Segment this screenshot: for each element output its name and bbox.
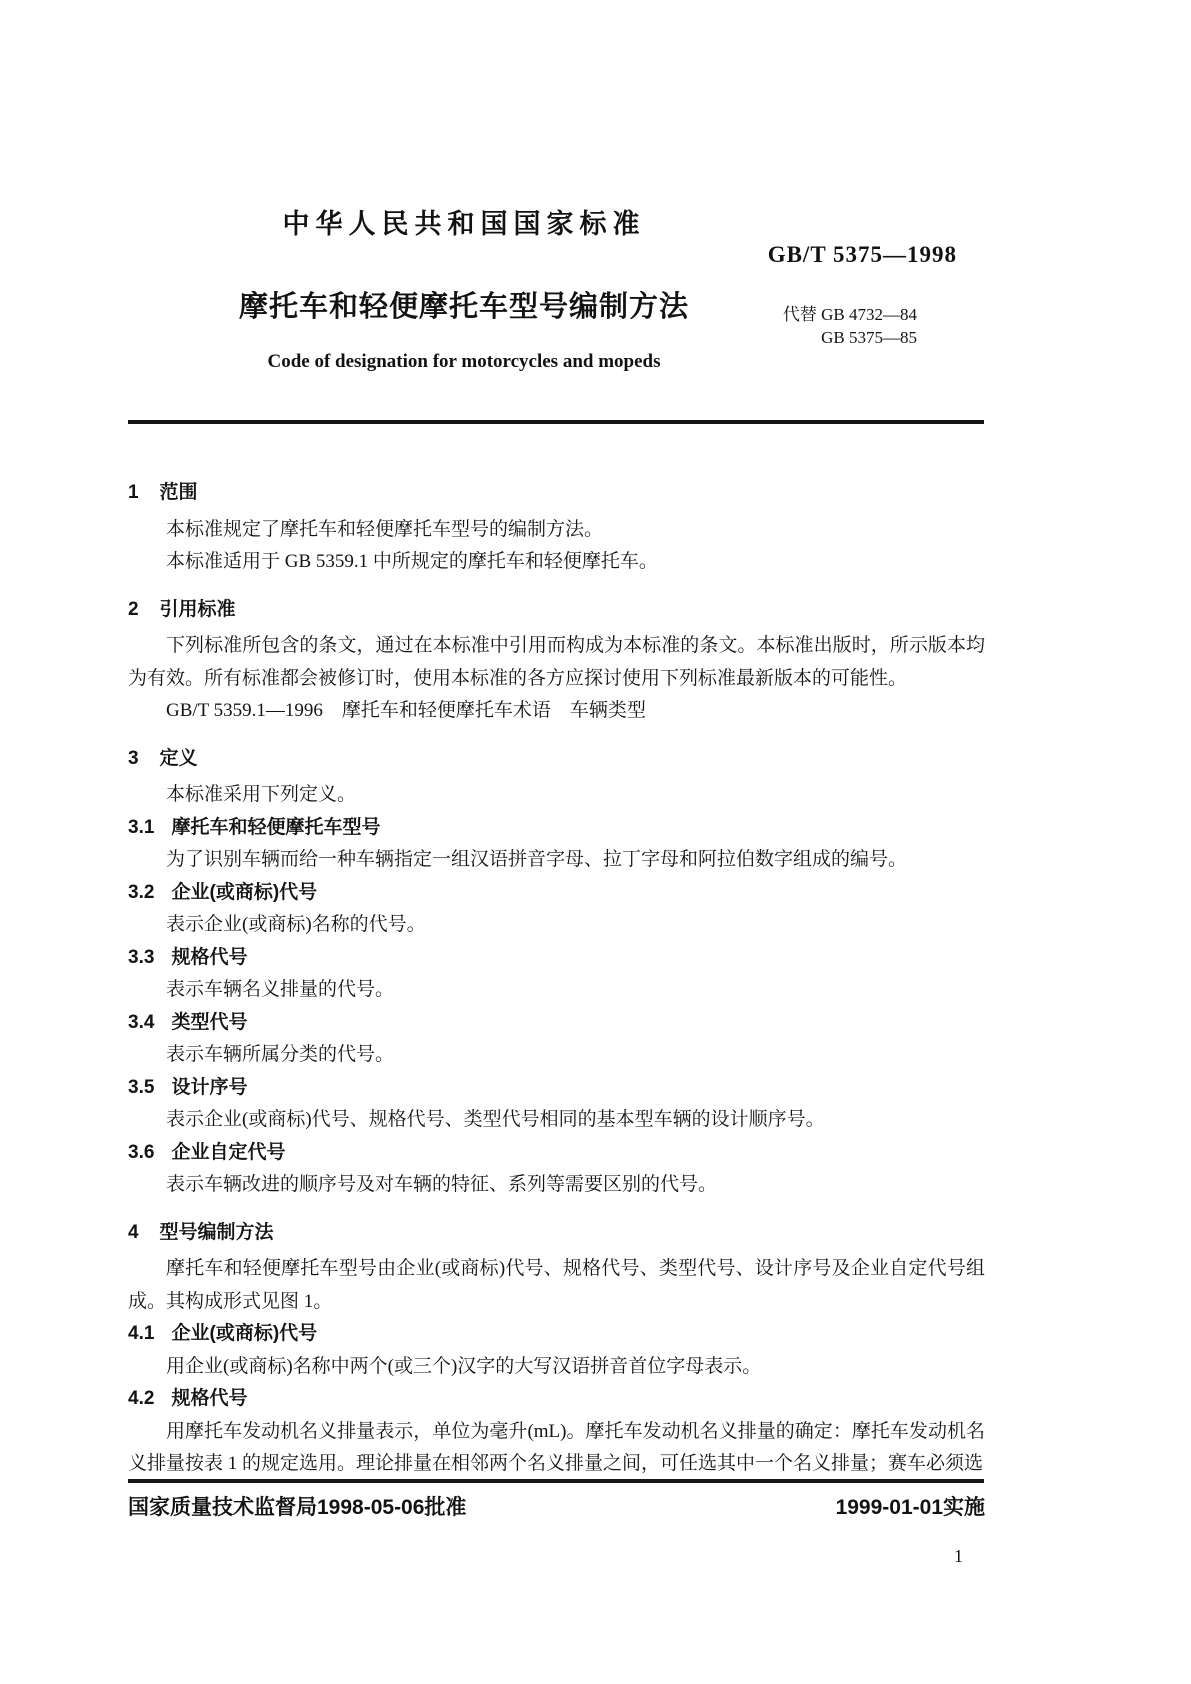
paragraph: 表示车辆所属分类的代号。 (166, 1044, 395, 1065)
section-number: 3.6 (128, 1141, 155, 1163)
section-heading (128, 1217, 985, 1250)
section-title: 定义 (159, 747, 198, 769)
section-title: 规格代号 (171, 1388, 248, 1409)
footer-rule (128, 1479, 984, 1483)
section-heading (128, 594, 985, 627)
approval-text: 国家质量技术监督局1998-05-06批准 (128, 1496, 467, 1519)
page-number: 1 (954, 1546, 963, 1566)
section-number: 3.3 (128, 946, 155, 968)
section-number: 3.5 (128, 1076, 155, 1098)
section-title: 类型代号 (171, 1011, 248, 1033)
section-title: 摩托车和轻便摩托车型号 (171, 816, 381, 838)
section-number: 3.2 (128, 881, 155, 903)
section-title: 规格代号 (171, 946, 248, 968)
section-title: 型号编制方法 (159, 1221, 274, 1243)
section-heading (128, 477, 985, 510)
paragraph: 为了识别车辆而给一种车辆指定一组汉语拼音字母、拉丁字母和阿拉伯数字组成的编号。 (166, 849, 908, 870)
section-title: 范围 (159, 482, 198, 503)
paragraph: 用企业(或商标)名称中两个(或三个)汉字的大写汉语拼音首位字母表示。 (166, 1355, 762, 1377)
section-number: 2 (128, 598, 139, 620)
superseded-line: 代替 GB 4732—84 (782, 305, 917, 324)
section-number: 3 (128, 747, 139, 769)
section-title: 引用标准 (159, 598, 236, 620)
paragraph: 摩托车和轻便摩托车型号由企业(或商标)代号、规格代号、类型代号、设计序号及企业自定代号组成。其构成形式见图 1。 (128, 1258, 985, 1312)
subsection-heading (128, 812, 985, 845)
implementation-text: 1999-01-01实施 (835, 1496, 985, 1519)
paragraph: 本标准适用于 GB 5359.1 中所规定的摩托车和轻便摩托车。 (166, 551, 658, 572)
superseded-line: GB 5375—85 (821, 328, 917, 347)
subsection-heading (128, 1007, 985, 1040)
section-heading (128, 743, 985, 776)
subsection-heading (128, 1137, 985, 1170)
paragraph: 表示企业(或商标)代号、规格代号、类型代号相同的基本型车辆的设计顺序号。 (166, 1109, 825, 1130)
paragraph: 表示车辆名义排量的代号。 (166, 979, 395, 1000)
national-standard-heading: 中华人民共和国国家标准 (282, 209, 646, 239)
header-rule (128, 420, 984, 424)
document-title-en: Code of designation for motorcycles and mopeds (267, 351, 661, 372)
subsection-heading (128, 1072, 985, 1105)
subsection-heading (128, 1383, 985, 1416)
section-number: 1 (128, 482, 139, 503)
footer (128, 1491, 985, 1521)
subsection-heading (128, 942, 985, 975)
subsection-heading (128, 877, 985, 910)
subsection-heading (128, 1318, 985, 1351)
section-title: 设计序号 (171, 1076, 248, 1098)
paragraph: 本标准采用下列定义。 (166, 784, 357, 805)
section-title: 企业(或商标)代号 (171, 881, 318, 903)
paragraph: GB/T 5359.1—1996 摩托车和轻便摩托车术语 车辆类型 (166, 700, 646, 721)
section-number: 4 (128, 1221, 139, 1243)
section-title: 企业自定代号 (171, 1141, 286, 1163)
superseded-standards (783, 303, 917, 349)
paragraph: 表示车辆改进的顺序号及对车辆的特征、系列等需要区别的代号。 (166, 1174, 718, 1195)
document-body (128, 462, 985, 1481)
section-number: 4.2 (128, 1388, 155, 1409)
section-number: 3.4 (128, 1011, 155, 1033)
paragraph: 下列标准所包含的条文，通过在本标准中引用而构成为本标准的条文。本标准出版时，所示版本均为有效。所有标准都会被修订时，使用本标准的各方应探讨使用下列标准最新版本的可能性。 (128, 635, 985, 689)
section-title: 企业(或商标)代号 (171, 1323, 318, 1344)
standard-code: GB/T 5375—1998 (767, 242, 957, 267)
document-title-cn: 摩托车和轻便摩托车型号编制方法 (238, 291, 689, 323)
paragraph: 表示企业(或商标)名称的代号。 (166, 914, 426, 935)
paragraph: 用摩托车发动机名义排量表示，单位为毫升(mL)。摩托车发动机名义排量的确定：摩托车发动机名义排量按表 1 的规定选用。理论排量在相邻两个名义排量之间，可任选其中一个名义排量；赛车必须选 (128, 1420, 985, 1474)
section-number: 4.1 (128, 1323, 155, 1344)
section-number: 3.1 (128, 816, 155, 838)
paragraph: 本标准规定了摩托车和轻便摩托车型号的编制方法。 (166, 518, 604, 540)
